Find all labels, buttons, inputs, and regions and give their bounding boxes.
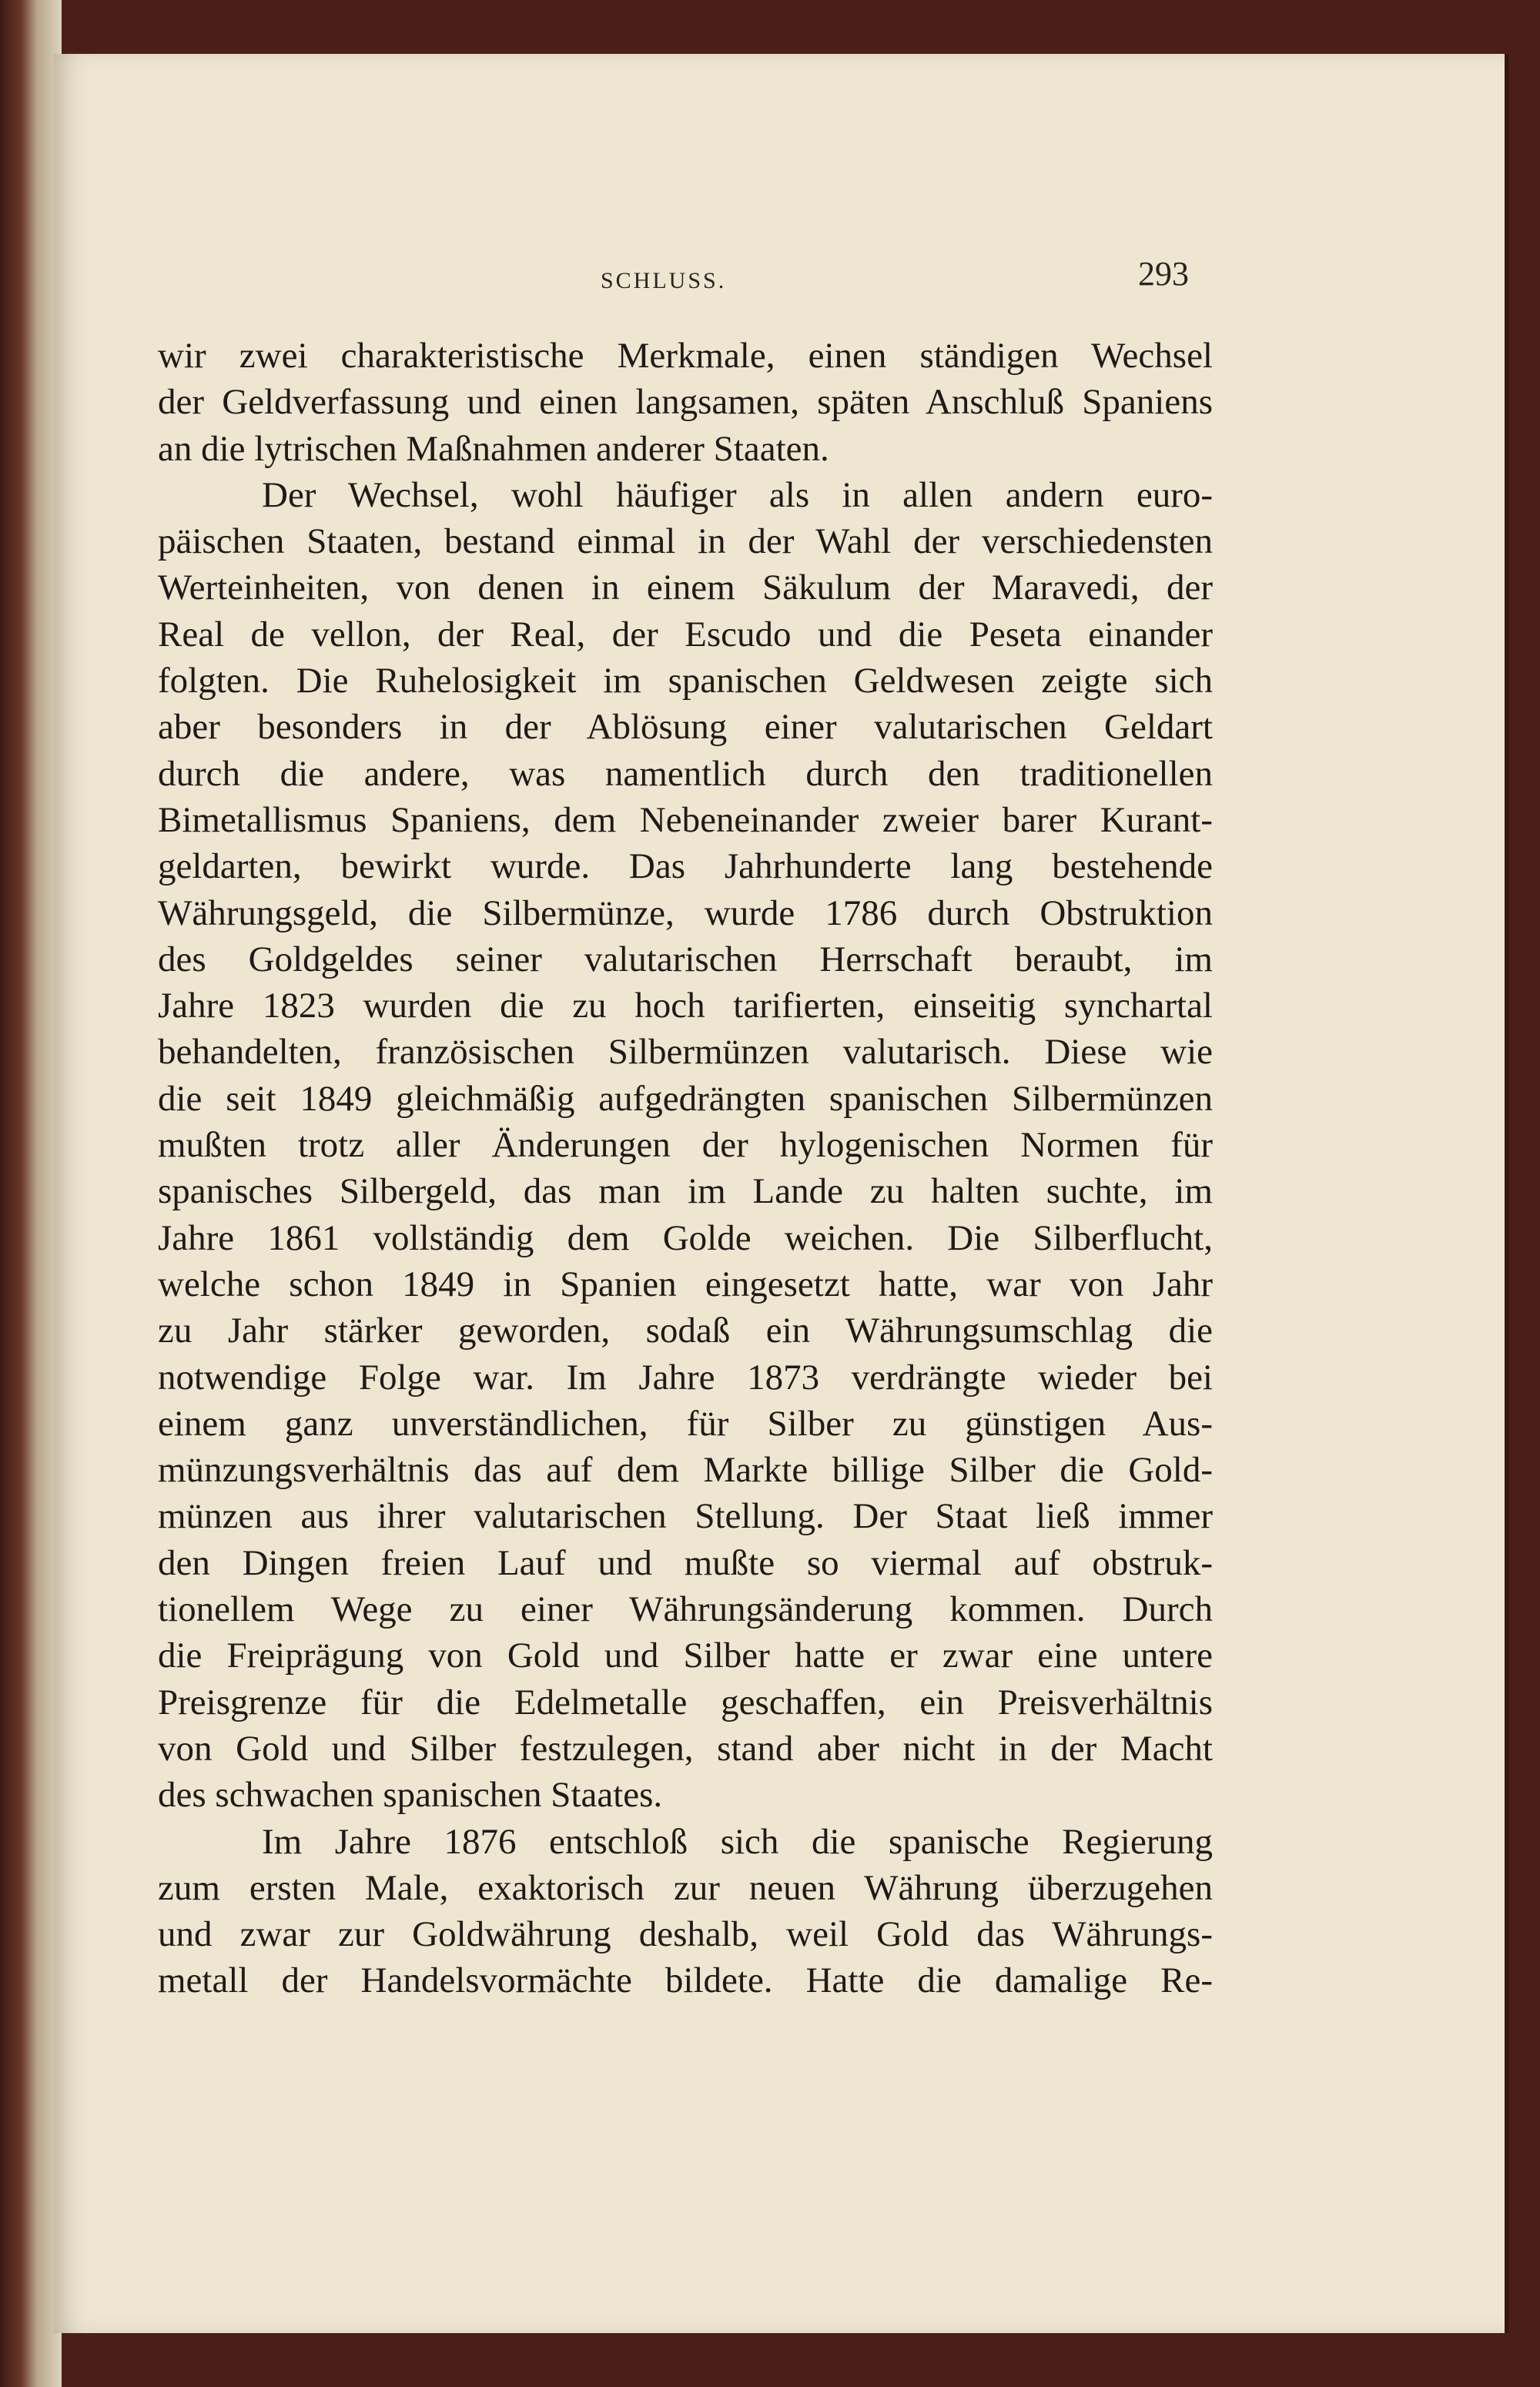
text-line: Währungsgeld, die Silbermünze, wurde 1786 durch Obstruktion xyxy=(158,892,1213,933)
text-line: aber besonders in der Ablösung einer valutarischen Geldart xyxy=(158,707,1213,748)
text-line: münzungsverhältnis das auf dem Markte billige Silber die Gold- xyxy=(158,1450,1213,1491)
text-line: welche schon 1849 in Spanien eingesetzt hatte, war von Jahr xyxy=(158,1264,1213,1304)
text-line: Bimetallismus Spaniens, dem Nebeneinander zweier barer Kurant- xyxy=(158,799,1213,840)
text-line: Im Jahre 1876 entschloß sich die spanische Regierung xyxy=(262,1821,1213,1862)
running-head: SCHLUSS. xyxy=(601,268,727,293)
text-line: geldarten, bewirkt wurde. Das Jahrhunderte lang bestehende xyxy=(158,846,1213,887)
text-line: zu Jahr stärker geworden, sodaß ein Währungsumschlag die xyxy=(158,1311,1213,1351)
page-number: 293 xyxy=(1138,255,1189,293)
text-line: zum ersten Male, exaktorisch zur neuen Währung überzugehen xyxy=(158,1867,1213,1908)
text-line: tionellem Wege zu einer Währungsänderung kommen. Durch xyxy=(158,1589,1213,1630)
text-line: durch die andere, was namentlich durch den traditionellen xyxy=(158,753,1213,794)
text-line: die Freiprägung von Gold und Silber hatte er zwar eine untere xyxy=(158,1635,1213,1676)
text-line: die seit 1849 gleichmäßig aufgedrängten spanischen Silbermünzen xyxy=(158,1078,1213,1119)
text-line: wir zwei charakteristische Merkmale, einen ständigen Wechsel xyxy=(158,336,1213,376)
text-line: mußten trotz aller Änderungen der hylogenischen Normen für xyxy=(158,1125,1213,1166)
text-line: spanisches Silbergeld, das man im Lande zu halten suchte, im xyxy=(158,1171,1213,1212)
text-line: päischen Staaten, bestand einmal in der Wahl der verschiedensten xyxy=(158,521,1213,562)
text-line: an die lytrischen Maßnahmen anderer Staaten. xyxy=(158,428,829,469)
text-line: Werteinheiten, von denen in einem Säkulum der Maravedi, der xyxy=(158,567,1213,608)
text-line: folgten. Die Ruhelosigkeit im spanischen Geldwesen zeigte sich xyxy=(158,661,1213,701)
body-text xyxy=(158,333,1213,2004)
text-line: des schwachen spanischen Staates. xyxy=(158,1775,663,1816)
text-line: Der Wechsel, wohl häufiger als in allen andern euro- xyxy=(262,474,1213,515)
text-line: den Dingen freien Lauf und mußte so viermal auf obstruk- xyxy=(158,1542,1213,1583)
book-gutter xyxy=(0,0,62,2387)
text-line: münzen aus ihrer valutarischen Stellung. Der Staat ließ immer xyxy=(158,1496,1213,1537)
text-line: Jahre 1823 wurden die zu hoch tarifierten, einseitig synchartal xyxy=(158,986,1213,1026)
text-line: metall der Handelsvormächte bildete. Hatte die damalige Re- xyxy=(158,1960,1213,2001)
text-line: notwendige Folge war. Im Jahre 1873 verdrängte wieder bei xyxy=(158,1357,1213,1398)
text-line: behandelten, französischen Silbermünzen valutarisch. Diese wie xyxy=(158,1032,1213,1073)
text-line: Real de vellon, der Real, der Escudo und die Peseta einander xyxy=(158,614,1213,654)
text-line: einem ganz unverständlichen, für Silber zu günstigen Aus- xyxy=(158,1403,1213,1444)
text-line: Jahre 1861 vollständig dem Golde weichen. Die Silberflucht, xyxy=(158,1217,1213,1258)
text-line: der Geldverfassung und einen langsamen, späten Anschluß Spaniens xyxy=(158,382,1213,423)
text-line: Preisgrenze für die Edelmetalle geschaffen, ein Preisverhältnis xyxy=(158,1682,1213,1722)
text-line: und zwar zur Goldwährung deshalb, weil Gold das Währungs- xyxy=(158,1914,1213,1955)
text-line: des Goldgeldes seiner valutarischen Herrschaft beraubt, im xyxy=(158,939,1213,979)
text-line: von Gold und Silber festzulegen, stand aber nicht in der Macht xyxy=(158,1728,1213,1769)
